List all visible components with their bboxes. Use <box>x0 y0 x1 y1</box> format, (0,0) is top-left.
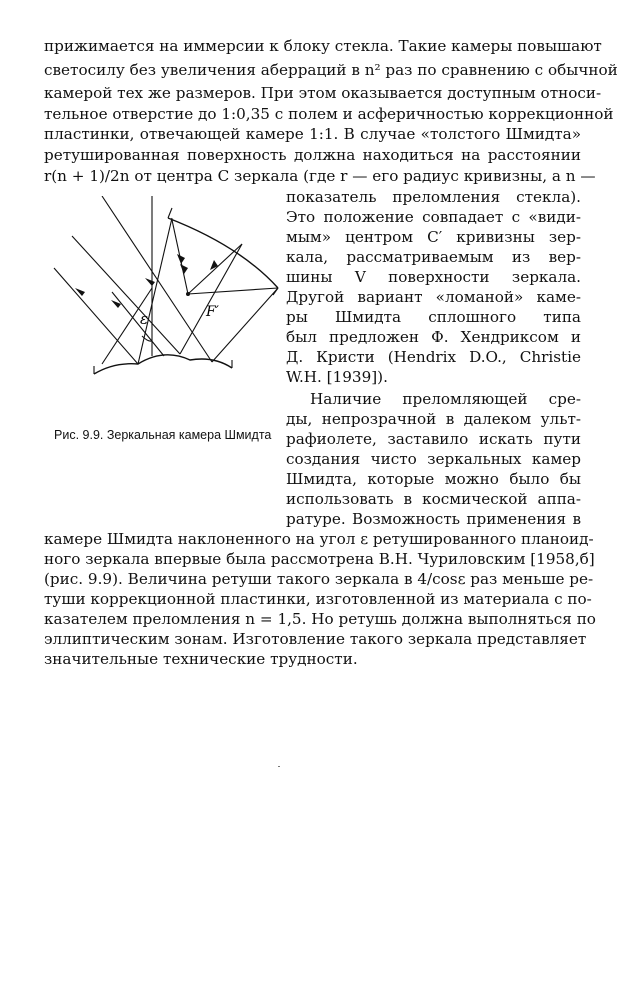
text-line: пластинки, отвечающей камере 1:1. В случае «толстого Шмидта» <box>44 125 581 143</box>
figure-caption: Рис. 9.9. Зеркальная камера Шмидта <box>54 428 272 442</box>
text-line: ры Шмидта сплошного типа <box>286 308 581 326</box>
text-line: был предложен Ф. Хендриксом и <box>286 328 581 346</box>
text-line: ретушированная поверхность должна находиться на расстоянии <box>44 146 581 164</box>
text-line: туши коррекционной пластинки, изготовленной из материала с по- <box>44 590 592 608</box>
text-line: камерой тех же размеров. При этом оказывается доступным относи- <box>44 84 602 102</box>
text-line: тельное отверстие до 1:0,35 с полем и асферичностью коррекционной <box>44 105 614 123</box>
text-line: прижимается на иммерсии к блоку стекла. Такие камеры повышают <box>44 37 602 55</box>
text-line: r(n + 1)/2n от центра C зеркала (где r — его радиус кривизны, а n — <box>44 167 596 185</box>
correcting-mirror <box>94 355 232 374</box>
text-line: W.H. [1939]). <box>286 368 388 386</box>
text-line: кала, рассматриваемым из вер- <box>286 248 581 266</box>
focus-label: F′ <box>206 304 219 320</box>
text-line: мым» центром C′ кривизны зер- <box>286 228 581 246</box>
text-line: создания чисто зеркальных камер <box>286 450 581 468</box>
scan-speck <box>278 766 280 767</box>
text-line: значительные технические трудности. <box>44 650 358 668</box>
text-line: Наличие преломляющей сре- <box>310 390 581 408</box>
text-line: показатель преломления стекла). <box>286 188 581 206</box>
text-line: шины V поверхности зеркала. <box>286 268 581 286</box>
text-line: камере Шмидта наклоненного на угол ε ретушированного планоид- <box>44 530 594 548</box>
text-line: Шмидта, которые можно было бы <box>286 470 581 488</box>
epsilon-label: ε <box>140 310 149 328</box>
text-line: ратуре. Возможность применения в <box>286 510 581 528</box>
schmidt-camera-figure <box>42 196 282 396</box>
text-line: казателем преломления n = 1,5. Но ретушь должна выполняться по <box>44 610 596 628</box>
text-line: Другой вариант «ломаной» каме- <box>286 288 581 306</box>
text-line: Это положение совпадает с «види- <box>286 208 581 226</box>
focus-point <box>186 292 190 296</box>
text-line: эллиптическим зонам. Изготовление такого зеркала представляет <box>44 630 587 648</box>
text-line: Д. Кристи (Hendrix D.O., Christie <box>286 348 581 366</box>
text-line: ды, непрозрачной в далеком ульт- <box>286 410 581 428</box>
text-line: рафиолете, заставило искать пути <box>286 430 581 448</box>
text-line: (рис. 9.9). Величина ретуши такого зеркала в 4/cosε раз меньше ре- <box>44 570 594 588</box>
text-line: светосилу без увеличения аберраций в n² раз по сравнению с обычной <box>44 61 618 79</box>
text-line: использовать в космической аппа- <box>286 490 581 508</box>
text-line: ного зеркала впервые была рассмотрена В.Н. Чуриловским [1958,б] <box>44 550 595 568</box>
